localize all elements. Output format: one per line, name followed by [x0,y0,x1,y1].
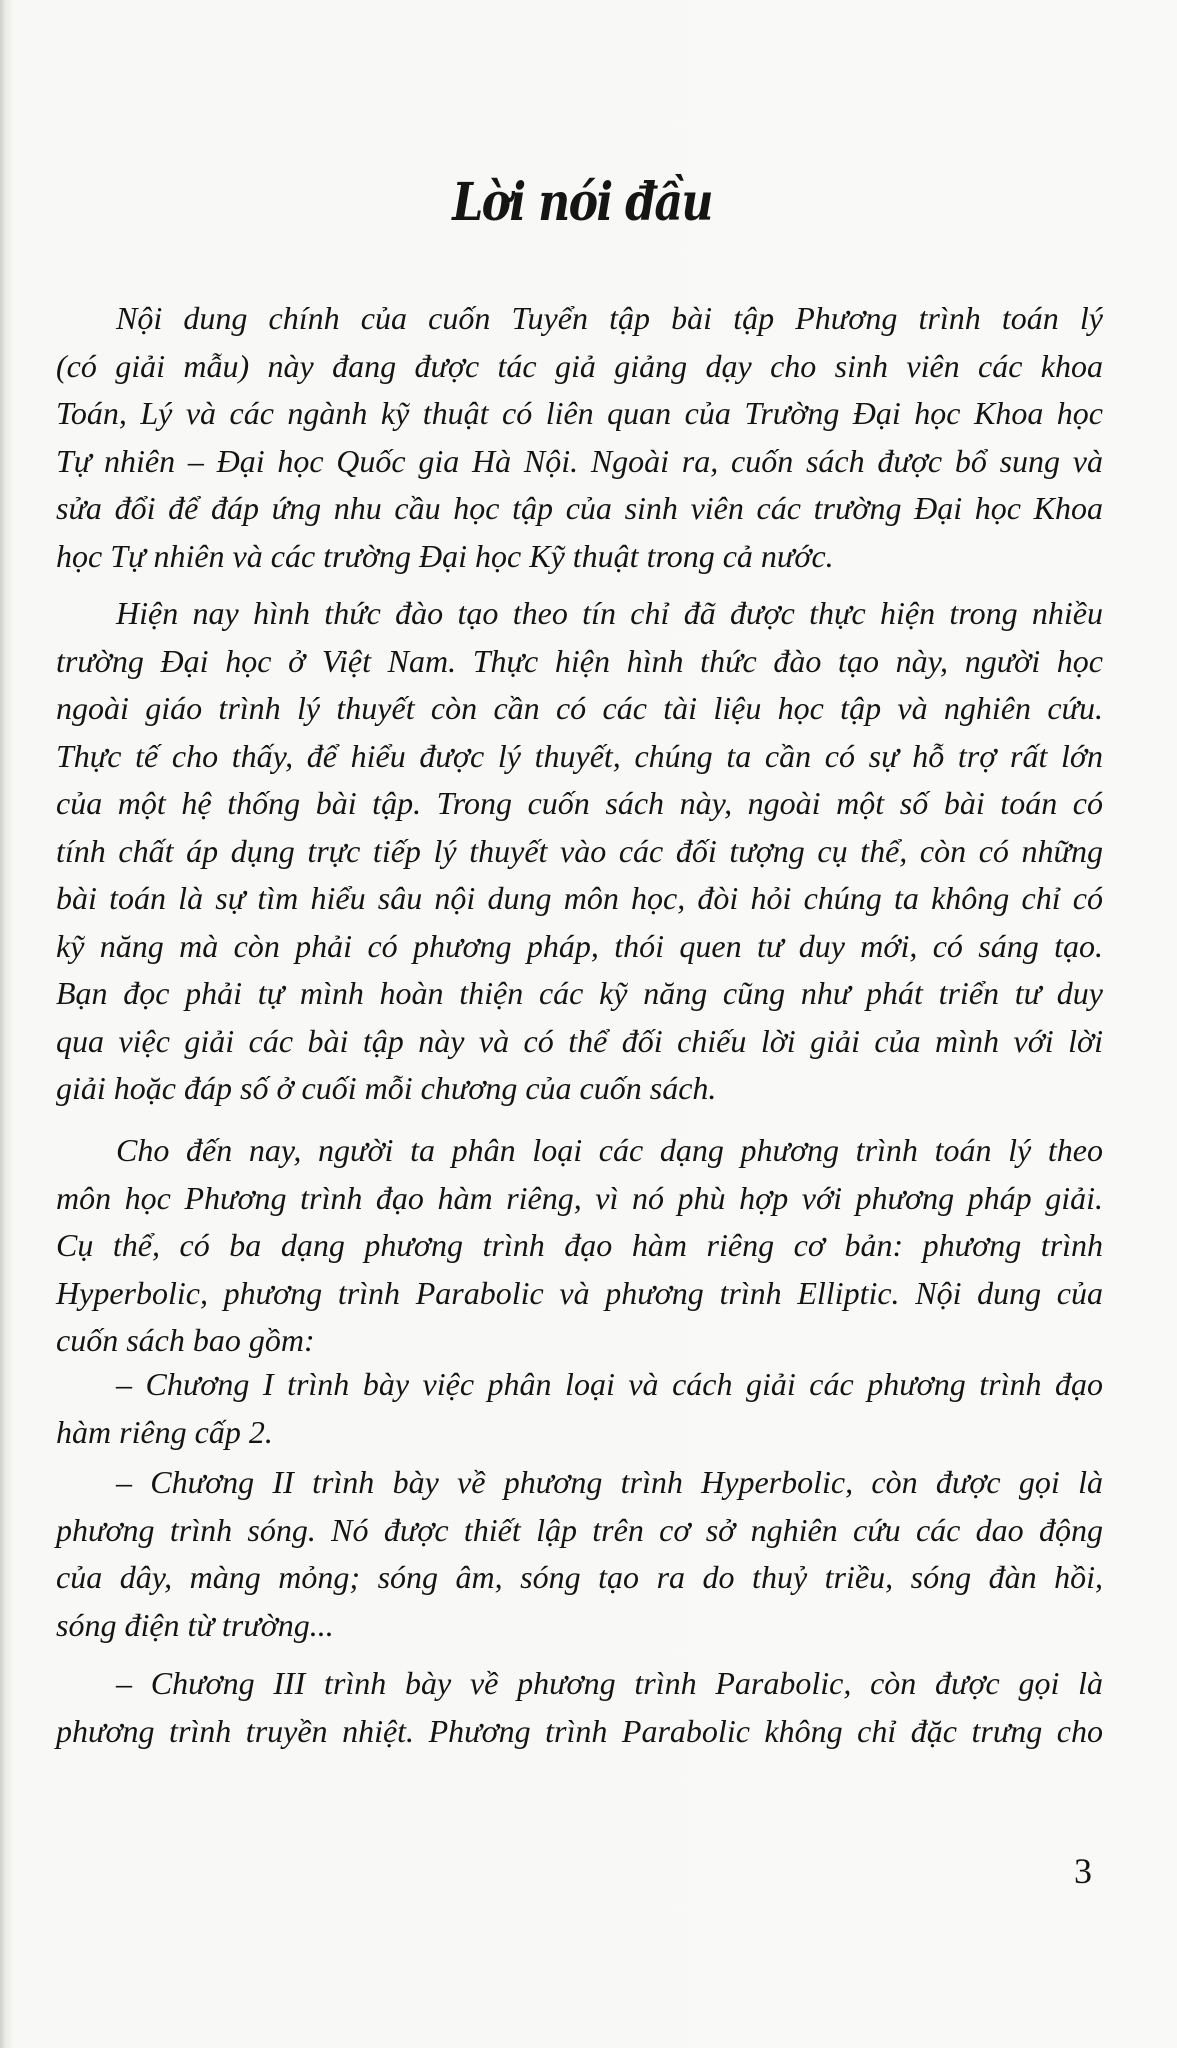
text-line: học Tự nhiên và các trường Đại học Kỹ thuật trong cả nước. [56,537,834,574]
text-line: sửa đổi để đáp ứng nhu cầu học tập của sinh viên các trường Đại học Khoa [56,490,1103,526]
text-line: ngoài giáo trình lý thuyết còn cần có các tài liệu học tập và nghiên cứu. [56,690,1103,726]
text-line: Cụ thể, có ba dạng phương trình đạo hàm riêng cơ bản: phương trình [56,1227,1103,1263]
text-line: Hyperbolic, phương trình Parabolic và phương trình Elliptic. Nội dung của [56,1274,1103,1311]
page-title: Lời nói đầu [452,172,712,233]
text-line: Toán, Lý và các ngành kỹ thuật có liên quan của Trường Đại học Khoa học [56,395,1103,431]
text-line: hàm riêng cấp 2. [56,1413,273,1450]
text-line: môn học Phương trình đạo hàm riêng, vì nó phù hợp với phương pháp giải. [56,1179,1103,1216]
text-line: sóng điện từ trường... [56,1606,334,1643]
text-line: của một hệ thống bài tập. Trong cuốn sách này, ngoài một số bài toán có [56,785,1103,821]
text-line: kỹ năng mà còn phải có phương pháp, thói quen tư duy mới, có sáng tạo. [56,927,1103,964]
text-line: tính chất áp dụng trực tiếp lý thuyết vào các đối tượng cụ thể, còn có những [56,832,1103,869]
text-line: Thực tế cho thấy, để hiểu được lý thuyết, chúng ta cần có sự hỗ trợ rất lớn [56,737,1103,774]
text-line: Tự nhiên – Đại học Quốc gia Hà Nội. Ngoài ra, cuốn sách được bổ sung và [56,442,1103,479]
text-line: Bạn đọc phải tự mình hoàn thiện các kỹ năng cũng như phát triển tư duy [56,975,1103,1011]
text-line: Nội dung chính của cuốn Tuyển tập bài tập Phương trình toán lý [116,300,1103,336]
text-line: qua việc giải các bài tập này và có thể đối chiếu lời giải của mình với lời [56,1022,1103,1059]
text-line: phương trình sóng. Nó được thiết lập trên cơ sở nghiên cứu các dao động [56,1511,1103,1548]
text-line: Hiện nay hình thức đào tạo theo tín chỉ đã được thực hiện trong nhiều [116,595,1103,631]
text-line: cuốn sách bao gồm: [56,1322,315,1358]
text-line: bài toán là sự tìm hiểu sâu nội dung môn học, đòi hỏi chúng ta không chỉ có [56,880,1103,916]
text-line: – Chương I trình bày việc phân loại và cách giải các phương trình đạo [116,1366,1103,1402]
text-line: Cho đến nay, người ta phân loại các dạng phương trình toán lý theo [116,1132,1103,1168]
text-line: – Chương II trình bày về phương trình Hyperbolic, còn được gọi là [116,1464,1103,1500]
text-line: trường Đại học ở Việt Nam. Thực hiện hình thức đào tạo này, người học [56,642,1103,679]
text-line: phương trình truyền nhiệt. Phương trình Parabolic không chỉ đặc trưng cho [56,1712,1103,1749]
page-number: 3 [1074,1851,1092,1891]
text-line: giải hoặc đáp số ở cuối mỗi chương của cuốn sách. [56,1070,717,1106]
text-line: (có giải mẫu) này đang được tác giả giảng dạy cho sinh viên các khoa [56,347,1103,384]
text-line: của dây, màng mỏng; sóng âm, sóng tạo ra do thuỷ triều, sóng đàn hồi, [56,1559,1103,1595]
text-line: – Chương III trình bày về phương trình Parabolic, còn được gọi là [116,1665,1103,1701]
